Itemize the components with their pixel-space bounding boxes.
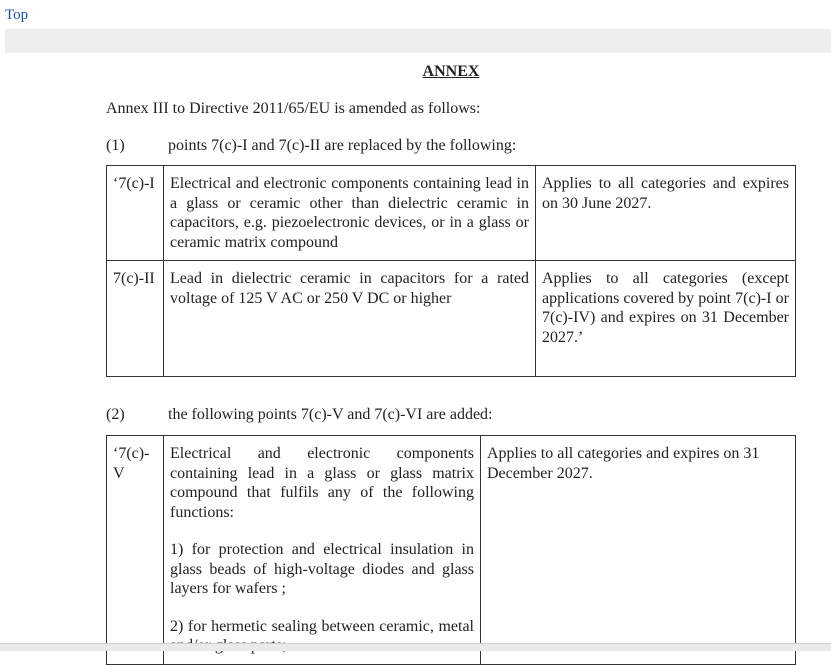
point-1-number: (1) bbox=[106, 137, 125, 154]
row-code: 7(c)-II bbox=[107, 261, 164, 377]
point-1-text: points 7(c)-I and 7(c)-II are replaced by the following: bbox=[168, 137, 517, 154]
description-intro: Electrical and electronic components containing lead in a glass or glass matrix compound that fulfils any of the following functions: bbox=[170, 445, 474, 521]
intro-text: Annex III to Directive 2011/65/EU is amended as follows: bbox=[106, 100, 481, 117]
header-bar bbox=[5, 29, 831, 53]
row-scope: Applies to all categories and expires on 30 June 2027. bbox=[536, 166, 796, 261]
top-link[interactable]: Top bbox=[5, 7, 29, 23]
description-item-2: 2) for hermetic sealing between ceramic, metal bbox=[170, 617, 474, 635]
row-description: Lead in dielectric ceramic in capacitors for a rated voltage of 125 V AC or 250 V DC or higher bbox=[164, 261, 536, 377]
intro-paragraph bbox=[106, 100, 806, 120]
amendment-table-1 bbox=[106, 165, 796, 377]
point-1 bbox=[106, 137, 806, 157]
point-2 bbox=[106, 406, 806, 426]
row-description: Electrical and electronic components containing lead in a glass or ceramic other than dielectric ceramic in capacitors, e.g. piezoelectronic devices, or in a glass or ceramic matrix compound bbox=[164, 166, 536, 261]
point-2-text: the following points 7(c)-V and 7(c)-VI are added: bbox=[168, 406, 493, 423]
row-description bbox=[164, 436, 481, 665]
table-row bbox=[107, 166, 796, 261]
point-2-number: (2) bbox=[106, 406, 125, 423]
annex-title: ANNEX bbox=[422, 63, 480, 80]
row-scope: Applies to all categories (except applications covered by point 7(c)-I or 7(c)-IV) and expires on 31 December 2027.’ bbox=[536, 261, 796, 377]
row-code: ‘7(c)-I bbox=[107, 166, 164, 261]
row-scope: Applies to all categories and expires on 31 December 2027. bbox=[481, 436, 796, 665]
row-code: ‘7(c)-V bbox=[107, 436, 164, 665]
table-row bbox=[107, 436, 796, 665]
amendment-table-2 bbox=[106, 435, 796, 665]
description-item-1: 1) for protection and electrical insulation in glass beads of high-voltage diodes and glass layers for wafers ; bbox=[170, 541, 474, 597]
table-row bbox=[107, 261, 796, 377]
